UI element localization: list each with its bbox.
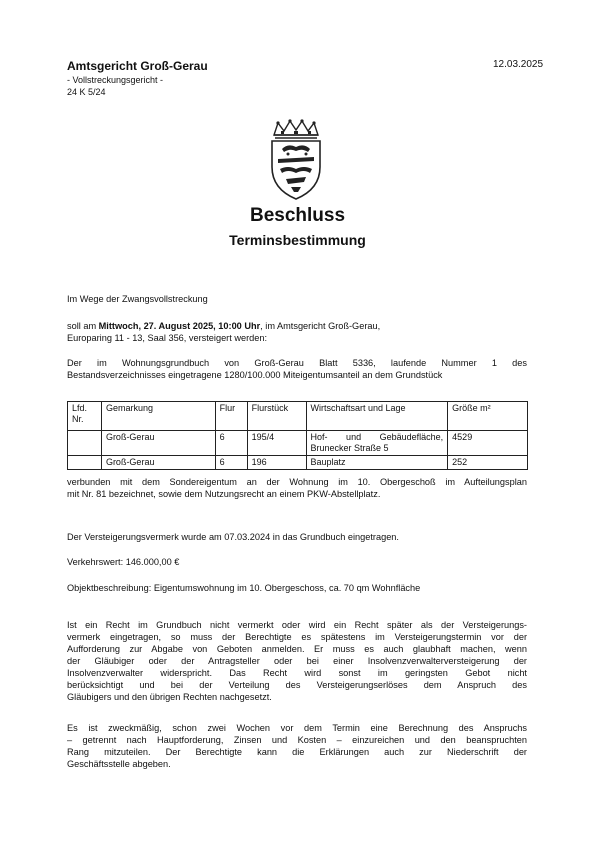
paragraph-line: der Gläubiger oder der Antragsteller oder bei einer Insolvenzverwalterversteigerung der — [67, 656, 527, 666]
property-intro-paragraph — [67, 357, 527, 381]
object-description: Objektbeschreibung: Eigentumswohnung im 10. Obergeschoss, ca. 70 qm Wohnfläche — [67, 583, 421, 593]
document-title: Beschluss — [249, 205, 346, 226]
table-row — [68, 431, 528, 456]
auction-line-1: soll am Mittwoch, 27. August 2025, 10:00 Uhr, im Amtsgericht Groß-Gerau, — [67, 321, 381, 331]
table-cell: 252 — [448, 456, 528, 470]
case-number: 24 K 5/24 — [67, 87, 106, 97]
property-intro-line-1: Der im Wohnungsgrundbuch von Groß-Gerau Blatt 5336, laufende Nummer 1 des — [67, 358, 527, 368]
connected-paragraph — [67, 476, 527, 500]
document-subtitle: Terminsbestimmung — [229, 232, 366, 248]
advice-paragraph — [67, 722, 527, 770]
table-cell — [68, 456, 102, 470]
table-cell: 195/4 — [247, 431, 306, 456]
table-cell: 6 — [215, 431, 247, 456]
paragraph-line: Ist ein Recht im Grundbuch nicht vermerkt oder wird ein Recht später als der Versteigerungs- — [67, 620, 527, 630]
paragraph-line: berücksichtigt und bei der Verteilung des Versteigerungserlöses dem Anspruch des — [67, 680, 527, 690]
table-header-row — [68, 402, 528, 431]
table-header: Flurstück — [247, 402, 306, 431]
table-cell: 6 — [215, 456, 247, 470]
intro-text: Im Wege der Zwangsvollstreckung — [67, 294, 208, 304]
market-value: Verkehrswert: 146.000,00 € — [67, 557, 180, 567]
table-cell: 4529 — [448, 431, 528, 456]
paragraph-line: Rang mitzuteilen. Der Berechtigte kann die Erklärungen auch zur Niederschrift der — [67, 747, 527, 757]
table-cell: Bauplatz — [306, 456, 448, 470]
rights-paragraph — [67, 619, 527, 703]
document-date: 12.03.2025 — [493, 59, 544, 70]
table-row — [68, 456, 528, 470]
table-cell: 196 — [247, 456, 306, 470]
paragraph-line: Aufforderung zur Abgabe von Geboten anmelden. Er muss es auch glaubhaft machen, wenn — [67, 644, 527, 654]
table-cell: Groß-Gerau — [101, 431, 215, 456]
registration-note: Der Versteigerungsvermerk wurde am 07.03.2024 in das Grundbuch eingetragen. — [67, 532, 399, 542]
paragraph-line: Es ist zweckmäßig, schon zwei Wochen vor dem Termin eine Berechnung des Anspruchs — [67, 723, 527, 733]
auction-date: Mittwoch, 27. August 2025, 10:00 Uhr — [98, 321, 261, 331]
table-cell — [68, 431, 102, 456]
auction-line-2: Europaring 11 - 13, Saal 356, versteigert werden: — [67, 333, 268, 343]
table-cell: Hof- und Gebäudefläche, Brunecker Straße 5 — [306, 431, 448, 456]
connected-line-2: mit Nr. 81 bezeichnet, sowie dem Nutzungsrecht an einem PKW-Abstellplatz. — [67, 489, 381, 499]
property-table — [67, 401, 528, 470]
paragraph-line: vermerk eingetragen, so muss der Berechtigte es spätestens im Versteigerungstermin vor der — [67, 632, 527, 642]
table-header: Lfd. Nr. — [68, 402, 102, 431]
table-cell: Groß-Gerau — [101, 456, 215, 470]
table-header: Wirtschaftsart und Lage — [306, 402, 448, 431]
paragraph-line: Insolvenzverwalter widerspricht. Das Recht wird sonst im geringsten Gebot nicht — [67, 668, 527, 678]
paragraph-line: Geschäftsstelle abgeben. — [67, 759, 171, 769]
hessen-coat-of-arms-icon — [264, 119, 328, 201]
table-header: Größe m² — [448, 402, 528, 431]
table-header: Gemarkung — [101, 402, 215, 431]
connected-line-1: verbunden mit dem Sondereigentum an der Wohnung im 10. Obergeschoß im Aufteilungsplan — [67, 477, 527, 487]
table-header: Flur — [215, 402, 247, 431]
court-department: - Vollstreckungsgericht - — [67, 75, 164, 85]
property-intro-line-2: Bestandsverzeichnisses eingetragene 1280/100.000 Miteigentumsanteil an dem Grundstück — [67, 370, 443, 380]
paragraph-line: – getrennt nach Hauptforderung, Zinsen und Kosten – einzureichen und den beanspruchten — [67, 735, 527, 745]
auction-date-paragraph — [67, 320, 527, 344]
court-name: Amtsgericht Groß-Gerau — [67, 59, 208, 73]
paragraph-line: Gläubigers und den übrigen Rechten nachgesetzt. — [67, 692, 272, 702]
